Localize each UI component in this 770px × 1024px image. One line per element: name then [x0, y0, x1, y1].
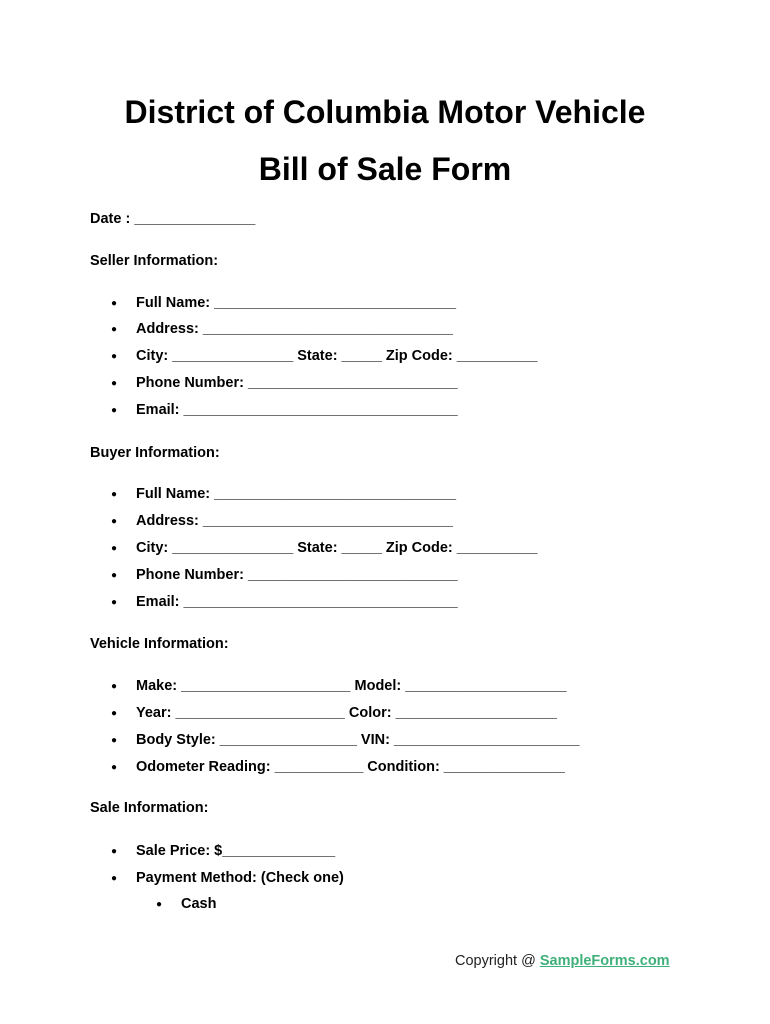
copyright-prefix: Copyright @	[455, 953, 540, 969]
buyer-email-field[interactable]: ● Email: __________________________________	[136, 594, 458, 611]
date-field[interactable]: Date : _______________	[90, 211, 256, 227]
vehicle-make-model-field[interactable]: ● Make: _____________________ Model: ____________________	[136, 678, 567, 695]
sampleforms-link[interactable]: SampleForms.com	[539, 953, 670, 969]
buyer-phone-field[interactable]: ● Phone Number: __________________________	[136, 567, 458, 584]
seller-heading: Seller Information:	[90, 253, 219, 269]
sale-price-field[interactable]: ● Sale Price: $______________	[136, 843, 335, 860]
seller-email-field[interactable]: ● Email: __________________________________	[136, 402, 458, 419]
buyer-heading: Buyer Information:	[90, 445, 220, 461]
seller-address-field[interactable]: ● Address: _______________________________	[136, 321, 453, 338]
vehicle-year-color-field[interactable]: ● Year: _____________________ Color: ____________________	[136, 705, 557, 722]
vehicle-heading: Vehicle Information:	[90, 636, 229, 652]
form-title-line-2: Bill of Sale Form	[258, 151, 512, 187]
sale-heading: Sale Information:	[90, 800, 209, 816]
payment-method-label: ● Payment Method: (Check one)	[136, 870, 344, 887]
copyright-footer	[455, 953, 670, 969]
seller-full-name-field[interactable]: ● Full Name: ______________________________	[136, 295, 456, 312]
buyer-address-field[interactable]: ● Address: _______________________________	[136, 513, 453, 530]
vehicle-body-vin-field[interactable]: ● Body Style: _________________ VIN: _______________________	[136, 732, 579, 749]
form-title-line-1: District of Columbia Motor Vehicle	[124, 94, 646, 130]
seller-city-state-zip-field[interactable]: ● City: _______________ State: _____ Zip Code: __________	[136, 348, 537, 365]
vehicle-odometer-condition-field[interactable]: ● Odometer Reading: ___________ Condition: _______________	[136, 759, 565, 776]
buyer-city-state-zip-field[interactable]: ● City: _______________ State: _____ Zip Code: __________	[136, 540, 537, 557]
seller-phone-field[interactable]: ● Phone Number: __________________________	[136, 375, 458, 392]
payment-option-cash[interactable]: ● Cash	[181, 896, 216, 913]
buyer-full-name-field[interactable]: ● Full Name: ______________________________	[136, 486, 456, 503]
